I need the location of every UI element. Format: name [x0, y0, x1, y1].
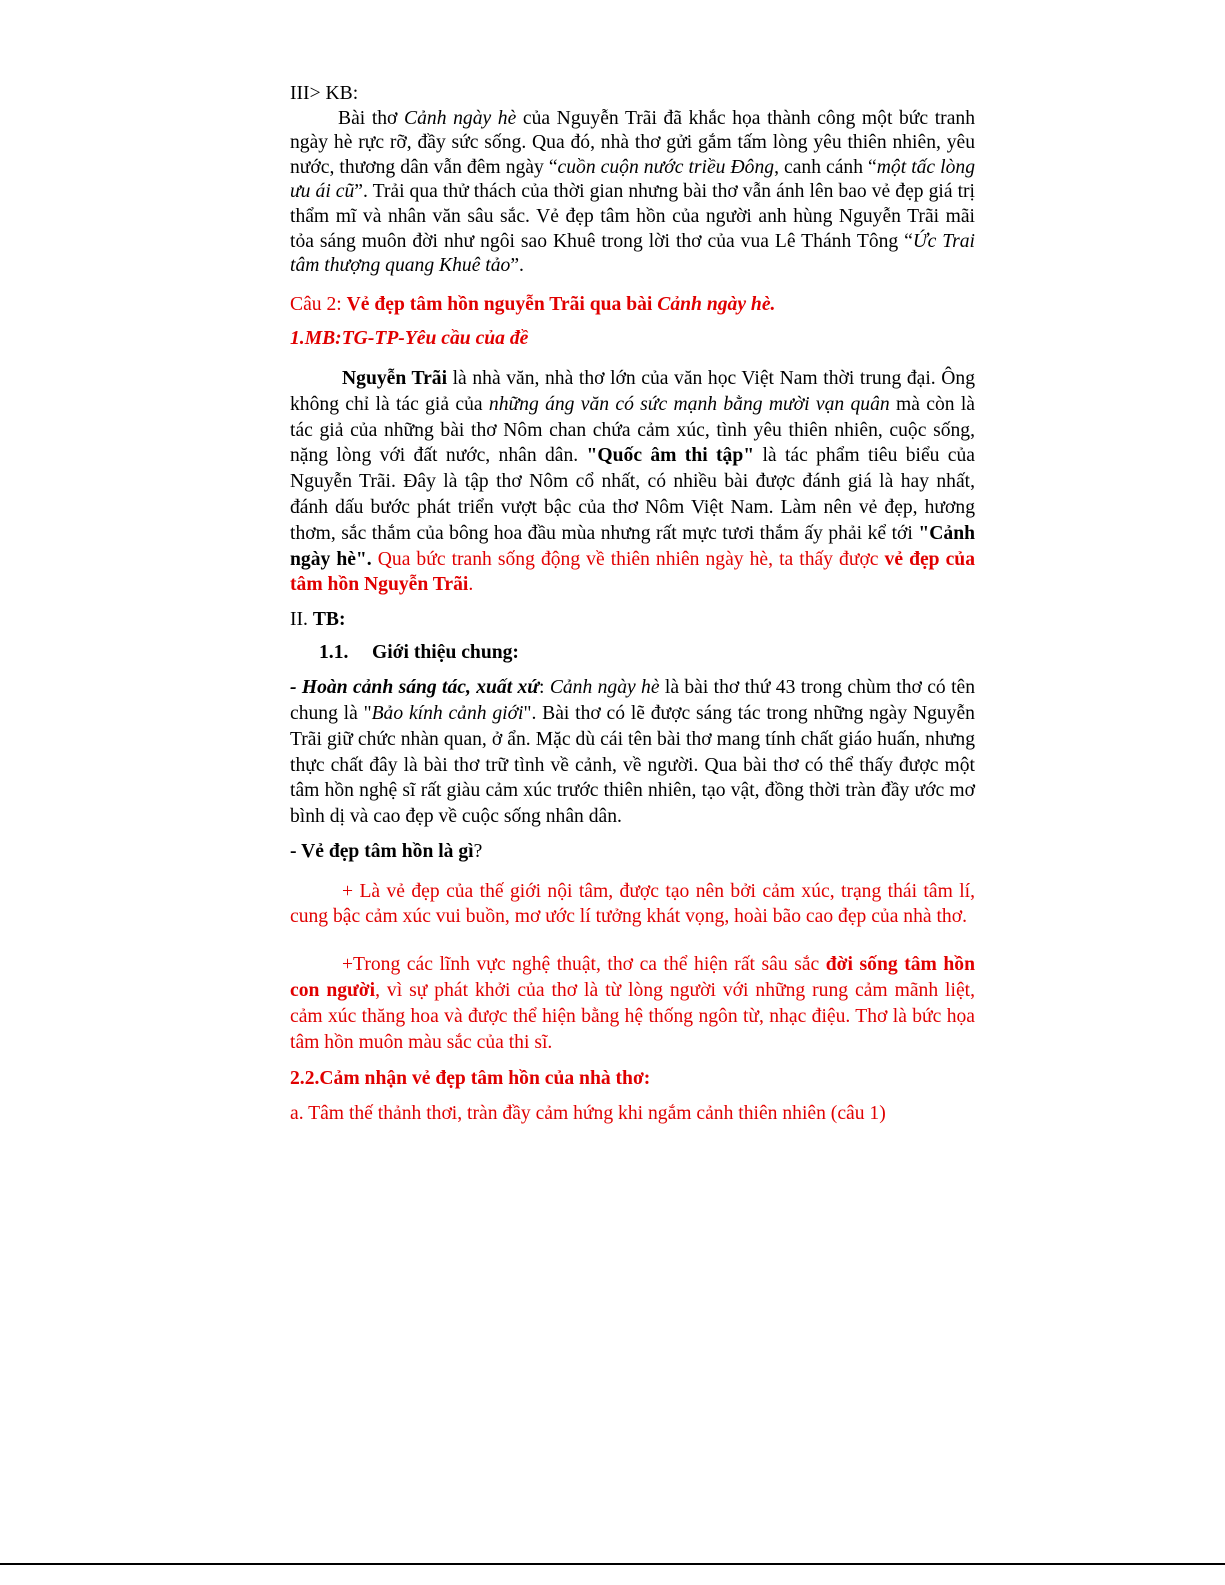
definition-point-2 [290, 952, 975, 1055]
point-a: a. Tâm thế thảnh thơi, tràn đầy cảm hứng khi ngắm cảnh thiên nhiên (câu 1) [290, 1103, 886, 1125]
kb-paragraph [290, 107, 975, 279]
red-text: . [468, 574, 474, 596]
poem-title: Cảnh ngày hè. [657, 293, 776, 315]
quote: cuồn cuộn nước triều Đông [557, 156, 775, 178]
subsection-label: Giới thiệu chung: [372, 641, 519, 663]
bold-text: đời sống tâm hồn con người [290, 954, 975, 1002]
tb-heading [290, 608, 975, 633]
subsection-number: 1.1. [319, 641, 349, 663]
page-border-line [0, 1563, 1225, 1565]
bold-text: - Vẻ đẹp tâm hồn là gì [290, 841, 474, 863]
mb-paragraph [290, 366, 975, 598]
poem-title: "Cảnh ngày hè". [290, 522, 975, 570]
definition-point-1: + Là vẻ đẹp của thế giới nội tâm, được tạo nên bởi cảm xúc, trạng thái tâm lí, cung bậc cảm xúc vui buồn, mơ ước lí tưởng khát vọng, hoài bão cao đẹp của nhà thơ. [290, 880, 975, 928]
author-name: Nguyễn Trãi [342, 367, 448, 389]
text: của Nguyễn Trãi đã khắc họa thành công một bức tranh ngày hè rực rỡ, đầy sức sống. Qua đó, nhà thơ gửi gắm tấm lòng yêu thiên nhiên, yêu nước, thương dân vẫn đêm ngày “ [290, 107, 975, 178]
bold-italic-text: - Hoàn cảnh sáng tác, xuất xứ [290, 677, 540, 699]
heading-text: 2.2.Cảm nhận vẻ đẹp tâm hồn của nhà thơ: [290, 1068, 651, 1090]
text: ". Bài thơ có lẽ được sáng tác trong những ngày Nguyễn Trãi giữ chức nhàn quan, ở ẩn. Mặc dù cái tên bài thơ mang tính chất giáo huấn, nhưng thực chất đây là bài thơ trữ tình về cảnh, về người. Qua bài thơ có thể thấy được một tâm hồn nghệ sĩ rất giàu cảm xúc trước thiên nhiên, tạo vật, đồng thời tràn đầy ước mơ bình dị và cao đẹp về cuộc sống nhân dân. [290, 703, 975, 828]
quote: một tấc lòng ưu ái cũ [290, 156, 976, 203]
poem-title: Cảnh ngày hè [404, 107, 517, 129]
mb-heading [290, 327, 975, 352]
bold-text: Vẻ đẹp tâm hồn nguyễn Trãi qua bài [346, 293, 658, 315]
text: là bài thơ thứ 43 trong chùm thơ có tên chung là " [290, 677, 976, 725]
text: +Trong các lĩnh vực nghệ thuật, thơ ca thể hiện rất sâu sắc [342, 954, 826, 976]
text: , canh cánh “ [774, 156, 877, 178]
bold-text: TB: [312, 609, 346, 631]
text: : [539, 677, 550, 699]
text: là tác phẩm tiêu biểu của Nguyễn Trãi. Đây là tập thơ Nôm cổ nhất, có nhiều bài được đánh giá là hay nhất, đánh dấu bước phát triển vượt bậc của thơ Nôm Việt Nam. Làm nên vẻ đẹp, hương thơm, sắc thắm của bông hoa đầu mùa nhưng rất mực tươi thắm ấy phải kể tới [290, 445, 975, 544]
text: , vì sự phát khởi của thơ là từ lòng người với những rung cảm mãnh liệt, cảm xúc thăng hoa và được thể hiện bằng hệ thống ngôn từ, nhạc điệu. Thơ là bức họa tâm hồn muôn màu sắc của thi sĩ. [290, 980, 975, 1053]
quote: Ức Trai tâm thượng quang Khuê tảo [290, 230, 975, 277]
italic-text: những áng văn có sức mạnh bằng mười vạn quân [488, 393, 890, 415]
question-line [290, 840, 975, 865]
kb-heading: III> KB: [290, 83, 359, 104]
text: là nhà văn, nhà thơ lớn của văn học Việt Nam thời trung đại. Ông không chỉ là tác giả của [290, 367, 975, 415]
subsection-1-1 [290, 641, 975, 666]
collection-title: Bảo kính cảnh giới [371, 703, 524, 725]
text: ”. Trải qua thử thách của thời gian nhưng bài thơ vẫn ánh lên bao vẻ đẹp giá trị thẩm mĩ và nhân văn sâu sắc. Vẻ đẹp tâm hồn của người anh hùng Nguyễn Trãi mãi tỏa sáng muôn đời như ngôi sao Khuê trong lời thơ của vua Lê Thánh Tông “ [290, 181, 975, 252]
text: II. [290, 609, 313, 631]
collection-title: "Quốc âm thi tập" [586, 445, 755, 467]
question-2-heading [290, 293, 975, 318]
text: ”. [510, 255, 524, 277]
mb-heading-text: 1.MB:TG-TP-Yêu cầu của đề [290, 328, 529, 350]
context-paragraph [290, 675, 975, 830]
text: Câu 2: [290, 293, 347, 315]
document-page [290, 82, 975, 1127]
red-bold-text: vẻ đẹp của tâm hồn Nguyễn Trãi [290, 548, 976, 596]
text: ? [473, 841, 483, 863]
text: Bài thơ [338, 107, 405, 129]
text: mà còn là tác giả của những bài thơ Nôm chan chứa cảm xúc, tình yêu thiên nhiên, cuộc sống, nặng lòng với đất nước, nhân dân. [290, 393, 975, 467]
section-2-2-heading [290, 1067, 975, 1092]
red-text: Qua bức tranh sống động về thiên nhiên ngày hè, ta thấy được [371, 548, 885, 570]
poem-title: Cảnh ngày hè [549, 677, 660, 699]
